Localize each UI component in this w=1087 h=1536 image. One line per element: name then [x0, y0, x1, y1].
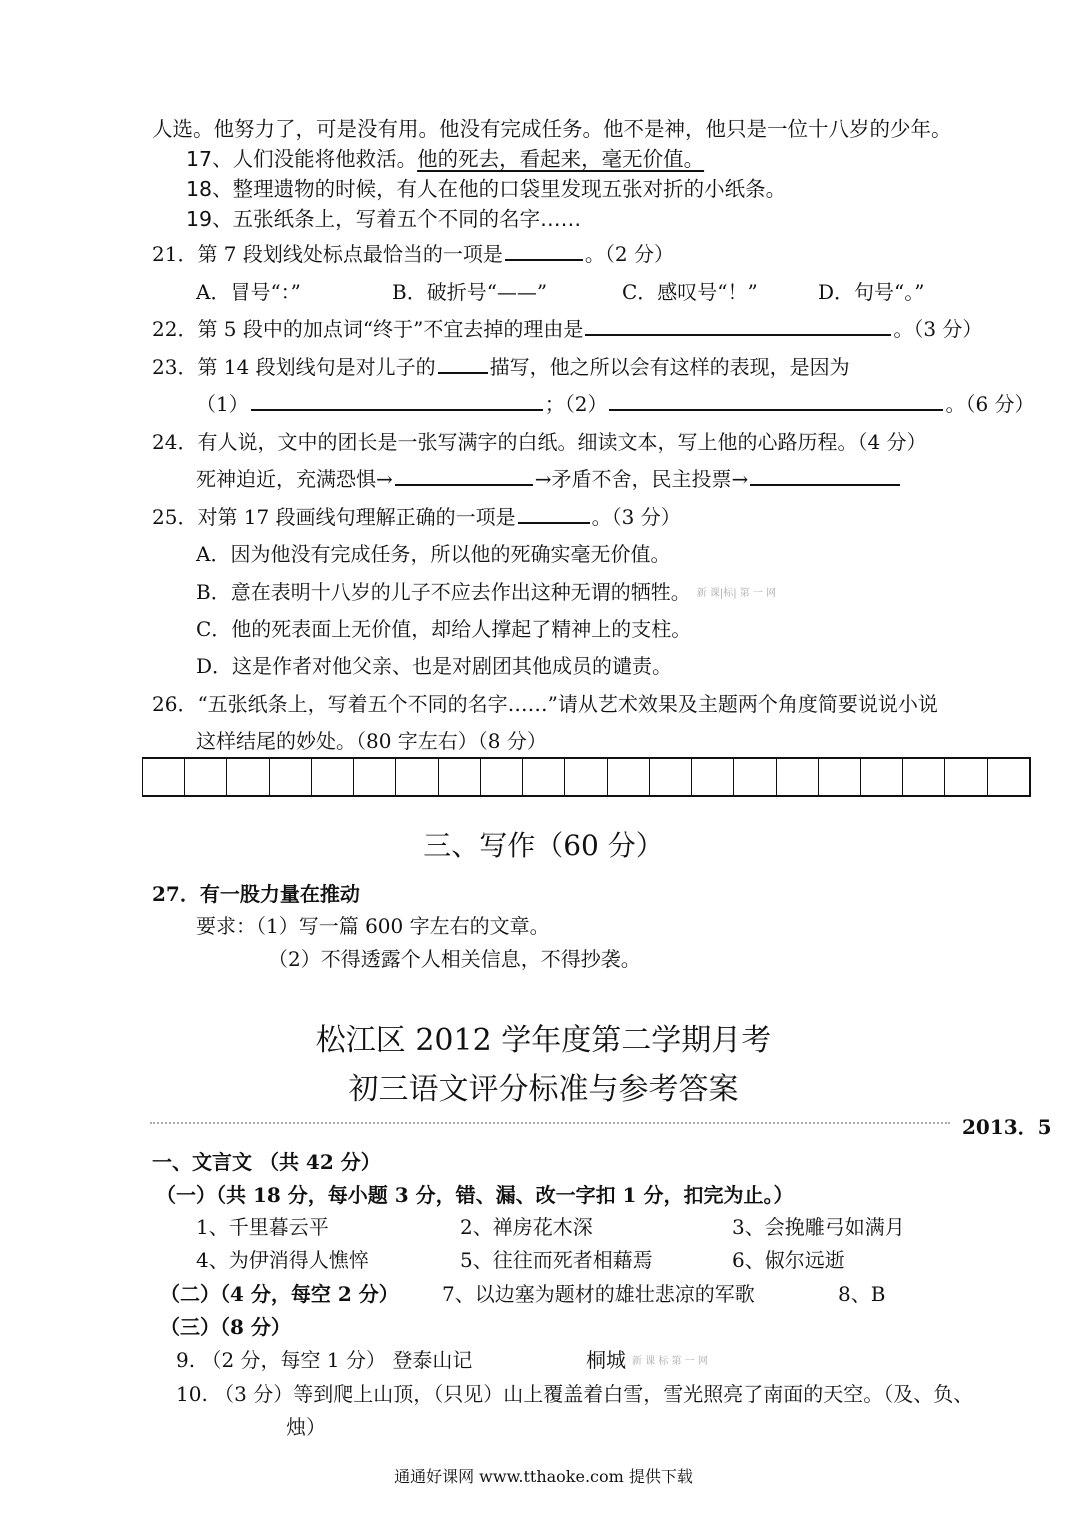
answer-key-title: 松江区 2012 学年度第二学期月考	[315, 1023, 772, 1058]
grid-cell[interactable]	[270, 759, 312, 795]
watermark-text: 新 课|标| 第 一 网	[696, 587, 777, 599]
q23-text-a: 23．第 14 段划线句是对儿子的	[152, 355, 436, 379]
sub-1-heading: （一）（共 18 分，每小题 3 分，错、漏、改一字扣 1 分，扣完为止。）	[156, 1183, 794, 1207]
answer-item-9-tongcheng: 桐城	[586, 1348, 626, 1372]
q25-option-d: D．这是作者对他父亲、也是对剧团其他成员的谴责。	[196, 654, 673, 678]
part-1-heading: 一、文言文 （共 42 分）	[152, 1150, 381, 1174]
q21-score: 。（2 分）	[584, 242, 674, 266]
question-23	[152, 354, 850, 380]
grid-cell[interactable]	[481, 759, 523, 795]
q24-answer-line	[196, 466, 902, 492]
q24-blank-1[interactable]	[395, 466, 533, 486]
story-paragraph-18: 18、整理遗物的时候，有人在他的口袋里发现五张对折的小纸条。	[186, 177, 787, 201]
grid-cell[interactable]	[396, 759, 438, 795]
dotted-divider	[150, 1122, 950, 1124]
question-26-cont: 这样结尾的妙处。（80 字左右）（8 分）	[196, 729, 547, 753]
story-line: 人选。他努力了，可是没有用。他没有完成任务。他不是神，他只是一位十八岁的少年。	[152, 117, 952, 141]
section-heading-writing: 三、写作（60 分）	[423, 829, 664, 862]
grid-cell[interactable]	[734, 759, 776, 795]
q24-stage-3: →矛盾不舍，民主投票→	[534, 467, 749, 491]
q23-text-b: 描写，他之所以会有这样的表现，是因为	[489, 355, 850, 379]
story-paragraph-17	[186, 146, 704, 172]
q24-stage-1: 死神迫近，充满恐惧→	[196, 467, 393, 491]
q22-score: 。（3 分）	[893, 317, 983, 341]
grid-cell[interactable]	[650, 759, 692, 795]
watermark-text: 新 课 标 第 一 网	[632, 1355, 708, 1367]
question-21	[152, 241, 674, 267]
question-27-title: 27．有一股力量在推动	[152, 882, 360, 906]
q21-text: 21．第 7 段划线处标点最恰当的一项是	[152, 242, 503, 266]
answer-item-9-b	[586, 1347, 708, 1375]
answer-item-10-cont: 烛）	[286, 1415, 326, 1439]
q23-answer-blank[interactable]	[438, 354, 488, 374]
grid-cell[interactable]	[354, 759, 396, 795]
answer-item-10: 10. （3 分）等到爬上山顶，（只见）山上覆盖着白雪，雪光照亮了南面的天空。（及、负、	[176, 1382, 974, 1406]
grid-cell[interactable]	[185, 759, 227, 795]
q25-option-b	[196, 579, 776, 607]
answer-grid[interactable]	[142, 757, 1031, 797]
q23-score: 。（6 分）	[945, 392, 1035, 416]
writing-requirement-1: 要求：（1）写一篇 600 字左右的文章。	[196, 914, 550, 938]
q25-option-a: A．因为他没有完成任务，所以他的死确实毫无价值。	[196, 542, 671, 566]
question-22	[152, 316, 982, 342]
q25-option-b-text: B．意在表明十八岁的儿子不应去作出这种无谓的牺牲。	[196, 580, 691, 604]
q21-answer-blank[interactable]	[505, 241, 583, 261]
grid-cell[interactable]	[312, 759, 354, 795]
question-26: 26．“五张纸条上，写着五个不同的名字……”请从艺术效果及主题两个角度简要说说小说	[152, 692, 938, 716]
grid-cell[interactable]	[777, 759, 819, 795]
paragraph-17-underlined: 他的死去，看起来，毫无价值。	[417, 147, 705, 171]
q24-blank-2[interactable]	[750, 466, 900, 486]
grid-cell[interactable]	[988, 759, 1031, 795]
answer-item-1: 1、千里暮云平	[196, 1215, 329, 1239]
answer-item-7: 7、以边塞为题材的雄壮悲凉的军歌	[442, 1282, 755, 1306]
writing-requirement-2: （2）不得透露个人相关信息，不得抄袭。	[268, 947, 641, 971]
question-24: 24．有人说，文中的团长是一张写满字的白纸。细读文本，写上他的心路历程。（4 分）	[152, 430, 927, 454]
q21-option-d: D．句号“。”	[818, 280, 925, 304]
answer-item-6: 6、俶尔远逝	[732, 1248, 845, 1272]
grid-cell[interactable]	[861, 759, 903, 795]
answer-key-date: 2013．5	[962, 1115, 1052, 1139]
grid-cell[interactable]	[143, 759, 185, 795]
q23-label-1: （1）	[196, 392, 249, 416]
grid-cell[interactable]	[819, 759, 861, 795]
q25-option-c: C．他的死表面上无价值，却给人撑起了精神上的支柱。	[196, 617, 692, 641]
q22-text: 22．第 5 段中的加点词“终于”不宜去掉的理由是	[152, 317, 584, 341]
q23-label-2: ；（2）	[544, 392, 608, 416]
answer-key-subtitle: 初三语文评分标准与参考答案	[348, 1072, 739, 1107]
q21-option-a: A．冒号“：”	[196, 280, 301, 304]
q25-score: 。（3 分）	[591, 505, 681, 529]
q23-answer-line	[196, 391, 1035, 417]
sub-2-heading: （二）（4 分，每空 2 分）	[160, 1282, 399, 1306]
q25-answer-blank[interactable]	[518, 504, 590, 524]
grid-cell[interactable]	[692, 759, 734, 795]
q22-answer-blank[interactable]	[585, 316, 891, 336]
grid-cell[interactable]	[565, 759, 607, 795]
grid-cell[interactable]	[608, 759, 650, 795]
story-paragraph-19: 19、五张纸条上，写着五个不同的名字……	[186, 207, 582, 231]
answer-item-2: 2、禅房花木深	[460, 1215, 593, 1239]
answer-item-9: 9. （2 分，每空 1 分） 登泰山记	[176, 1348, 473, 1372]
q21-option-c: C．感叹号“！”	[622, 280, 758, 304]
answer-item-3: 3、会挽雕弓如满月	[732, 1215, 905, 1239]
sub-3-heading: （三）（8 分）	[160, 1315, 291, 1339]
paragraph-17-text: 17、人们没能将他救活。	[186, 147, 418, 171]
answer-item-4: 4、为伊消得人憔悴	[196, 1248, 369, 1272]
grid-cell[interactable]	[523, 759, 565, 795]
grid-cell[interactable]	[903, 759, 945, 795]
answer-item-5: 5、往往而死者相藉焉	[460, 1248, 653, 1272]
answer-item-8: 8、B	[838, 1282, 886, 1306]
grid-cell[interactable]	[439, 759, 481, 795]
q25-text: 25．对第 17 段画线句理解正确的一项是	[152, 505, 516, 529]
grid-cell[interactable]	[227, 759, 269, 795]
question-25	[152, 504, 681, 530]
grid-cell[interactable]	[945, 759, 987, 795]
q23-blank-2[interactable]	[609, 391, 943, 411]
q21-option-b: B．破折号“——”	[392, 280, 548, 304]
page-footer: 通通好课网 www.tthaoke.com 提供下载	[394, 1467, 693, 1486]
q23-blank-1[interactable]	[251, 391, 543, 411]
